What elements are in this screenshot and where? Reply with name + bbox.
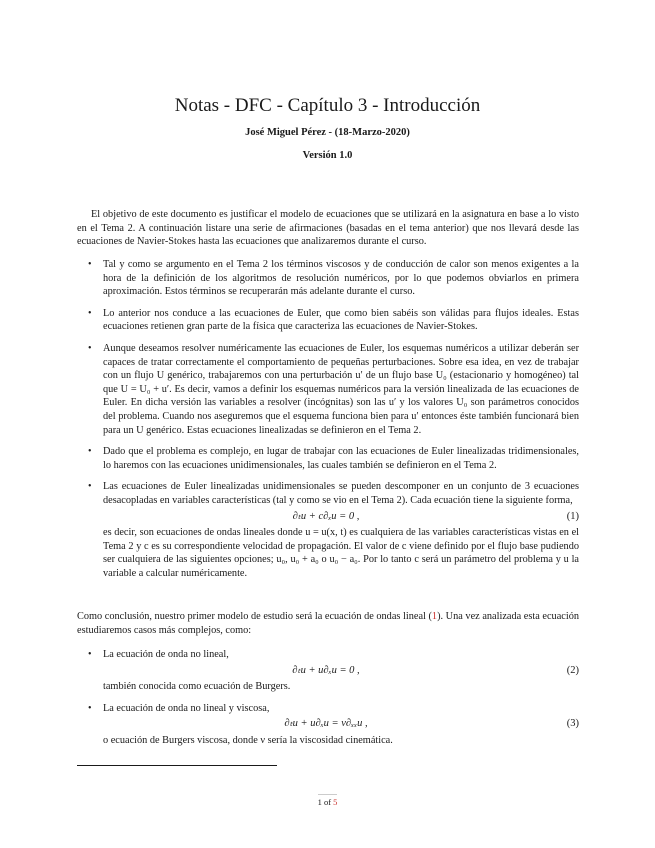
list-item — [77, 258, 579, 299]
equation-reference-link[interactable]: 1 — [431, 611, 438, 622]
bullet-text: Tal y como se argumento en el Tema 2 los términos viscosos y de conducción de calor son menos exigentes a la hora de la definición de los algoritmos de resolución numéricos, por lo que podemos obviarlos en primera aproximación. Estos términos se recuperarán más adelante durante el curso. — [103, 259, 579, 298]
bullet-text-continued: o ecuación de Burgers viscosa, donde ν sería la viscosidad cinemática. — [103, 734, 393, 746]
footnote-rule — [77, 765, 277, 766]
list-item — [77, 342, 579, 437]
document-title: Notas - DFC - Capítulo 3 - Introducción — [174, 95, 481, 116]
bullet-icon: • — [88, 342, 92, 354]
page-of-label: of — [323, 797, 332, 807]
bullet-icon: • — [88, 702, 92, 714]
bullet-text: Lo anterior nos conduce a las ecuaciones de Euler, que como bien sabéis son válidas para flujos ideales. Estas ecuaciones retienen gran parte de la física que caracteriza las ecuaciones de Navier-Stokes. — [103, 307, 579, 333]
bullet-text: La ecuación de onda no lineal, — [103, 649, 229, 660]
equation-number: (2) — [566, 664, 579, 676]
list-item — [77, 648, 579, 694]
equation-expression: ∂ₜu + u∂ₓu = 0 , — [292, 664, 360, 676]
bullet-text-continued: también conocida como ecuación de Burgers. — [103, 681, 291, 693]
bullet-icon: • — [88, 481, 92, 493]
bullet-icon: • — [88, 446, 92, 458]
bullet-text: Las ecuaciones de Euler linealizadas unidimensionales se pueden descomponer en un conjunto de 3 ecuaciones desacopladas en variables características (tal y como se vio en el Tema 2). Cada ecuación tiene la siguiente forma, — [103, 481, 579, 506]
bullet-text: Aunque deseamos resolver numéricamente las ecuaciones de Euler, los esquemas numéricos a utilizar deberán ser capaces de tratar correctamente el comportamiento de pequeñas perturbaciones. Sobre esa idea, en vez de trabajar con un flujo U genérico, trabajaremos con una perturbación u′ de un flujo base U₀ (estacionario y homogéneo) tal que U = U₀ + u′. Es decir, vamos a definir los esquemas numéricos para la versión linealizada de las ecuaciones de Euler. En dicha versión las variables a resolver (incógnitas) son las u′ y los valores U₀ son parámetros conocidos del problema. Cuando nos aseguremos que el esquema funciona bien para u′ entonces éste también funcionará bien para un U genérico. Estas ecuaciones linealizadas se definieron en el Tema 2. — [103, 342, 579, 436]
intro-paragraph: El objetivo de este documento es justificar el modelo de ecuaciones que se utilizará en la asignatura en base a lo visto en el Tema 2. A continuación listare una serie de afirmaciones (basadas en el tema anterior) que nos llevará desde las ecuaciones de Navier-Stokes hasta las ecuaciones que analizaremos durante el curso. — [77, 209, 579, 248]
author-line: José Miguel Pérez - (18-Marzo-2020) — [245, 127, 410, 138]
page-number-box — [318, 794, 338, 807]
page-number — [0, 794, 655, 807]
list-item — [77, 445, 579, 472]
current-page: 1 — [317, 797, 322, 807]
list-item — [77, 702, 579, 748]
bullet-text: Dado que el problema es complejo, en lugar de trabajar con las ecuaciones de Euler linealizadas tridimensionales, lo haremos con las ecuaciones unidimensionales, las cuales también se definieron en el Tema 2. — [103, 446, 579, 471]
list-item — [77, 307, 579, 334]
equation-3 — [103, 717, 579, 731]
version-line: Versión 1.0 — [302, 150, 353, 161]
conclusion-paragraph — [77, 610, 579, 637]
equation-number: (3) — [566, 718, 579, 730]
conclusion-text-end: ). Una vez analizada esta ecuación estudiaremos casos más complejos, como: — [77, 611, 579, 636]
equation-1 — [103, 510, 579, 524]
bullet-icon: • — [88, 259, 92, 270]
bullet-text-continued: es decir, son ecuaciones de ondas lineales donde u = u(x, t) es cualquiera de las variables características vistas en el Tema 2 y c es su correspondiente velocidad de propagación. El valor de c viene definido por el flujo base pudiendo ser cualquiera de las siguientes opciones; u₀, u₀ + a₀ o u₀ − a₀. Por lo tanto c será un parámetro del problema y u la variable a calcular numéricamente. — [103, 527, 579, 579]
conclusion-text: Como conclusión, nuestro primer modelo de estudio será la ecuación de ondas lineal ( — [77, 611, 432, 622]
equation-number: (1) — [566, 510, 579, 522]
bullet-icon: • — [88, 649, 92, 660]
bullet-text: La ecuación de onda no lineal y viscosa, — [103, 702, 270, 714]
equation-expression: ∂ₜu + c∂ₓu = 0 , — [292, 510, 360, 522]
models-list — [77, 648, 579, 756]
equation-2 — [103, 664, 579, 678]
bullet-icon: • — [88, 307, 92, 319]
list-item — [77, 480, 579, 580]
equation-expression: ∂ₜu + u∂ₓu = ν∂ₓₓu , — [284, 718, 368, 730]
assumptions-list — [77, 258, 579, 588]
total-pages-link[interactable]: 5 — [333, 797, 338, 807]
